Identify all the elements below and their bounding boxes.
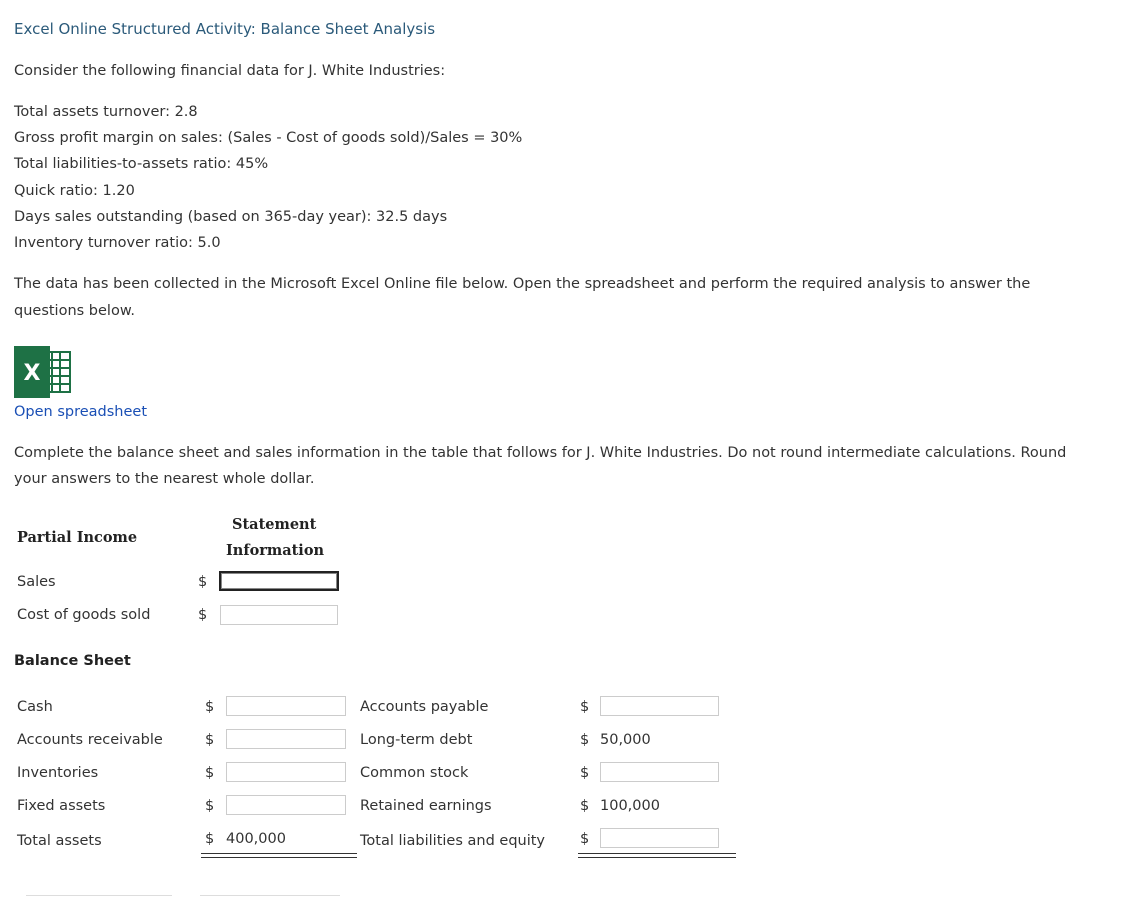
total-assets-currency: $ [205,831,215,847]
retained-earnings-currency: $ [580,798,590,814]
bottom-divider-left [26,895,172,896]
financial-data-item: Days sales outstanding (based on 365-day year): 32.5 days [14,209,448,225]
income-header-left: Partial Income [17,529,138,546]
financial-data-item: Gross profit margin on sales: (Sales - Cost of goods sold)/Sales = 30% [14,130,523,146]
common-stock-currency: $ [580,765,590,781]
cash-label: Cash [17,699,53,715]
financial-data-item: Inventory turnover ratio: 5.0 [14,235,221,251]
income-header-right-line1: Statement [232,516,317,533]
retained-earnings-value: 100,000 [600,798,660,814]
total-liabilities-equity-currency: $ [580,831,590,847]
sales-currency: $ [198,574,208,590]
accounts-receivable-input[interactable] [226,729,346,749]
long-term-debt-value: 50,000 [600,732,651,748]
total-liabilities-rule-bottom [578,857,736,858]
data-note-line2: questions below. [14,303,135,319]
total-assets-rule-top [201,853,357,854]
cogs-label: Cost of goods sold [17,607,151,623]
accounts-receivable-currency: $ [205,732,215,748]
balance-sheet-heading: Balance Sheet [14,653,131,669]
retained-earnings-label: Retained earnings [360,798,492,814]
cash-input[interactable] [226,696,346,716]
accounts-payable-input[interactable] [600,696,719,716]
inventories-label: Inventories [17,765,99,781]
cogs-input[interactable] [220,605,338,625]
total-liabilities-equity-label: Total liabilities and equity [360,833,546,849]
sales-label: Sales [17,574,56,590]
total-liabilities-rule-top [578,853,736,854]
accounts-receivable-label: Accounts receivable [17,732,163,748]
income-header-right-line2: Information [226,542,325,559]
long-term-debt-label: Long-term debt [360,732,473,748]
financial-data-item: Total assets turnover: 2.8 [14,104,198,120]
open-spreadsheet-link[interactable]: Open spreadsheet [14,404,148,420]
accounts-payable-label: Accounts payable [360,699,489,715]
cash-currency: $ [205,699,215,715]
common-stock-label: Common stock [360,765,469,781]
financial-data-item: Total liabilities-to-assets ratio: 45% [14,156,269,172]
data-note-line1: The data has been collected in the Microsoft Excel Online file below. Open the spreadsheet and perform the required analysis to answer the [14,276,1031,292]
fixed-assets-label: Fixed assets [17,798,106,814]
accounts-payable-currency: $ [580,699,590,715]
excel-icon-letter: X [23,361,41,386]
total-assets-label: Total assets [17,833,102,849]
excel-icon[interactable] [14,346,72,398]
long-term-debt-currency: $ [580,732,590,748]
instructions-line1: Complete the balance sheet and sales information in the table that follows for J. White Industries. Do not round intermediate calculations. Round [14,445,1067,461]
bottom-divider-right [200,895,340,896]
intro-text: Consider the following financial data for J. White Industries: [14,63,446,79]
page-title: Excel Online Structured Activity: Balance Sheet Analysis [14,20,436,38]
common-stock-input[interactable] [600,762,719,782]
inventories-input[interactable] [226,762,346,782]
sales-input[interactable] [219,571,339,591]
instructions-line2: your answers to the nearest whole dollar. [14,471,315,487]
fixed-assets-input[interactable] [226,795,346,815]
cogs-currency: $ [198,607,208,623]
inventories-currency: $ [205,765,215,781]
fixed-assets-currency: $ [205,798,215,814]
total-assets-value: 400,000 [226,831,286,847]
total-liabilities-equity-input[interactable] [600,828,719,848]
financial-data-item: Quick ratio: 1.20 [14,183,135,199]
total-assets-rule-bottom [201,857,357,858]
